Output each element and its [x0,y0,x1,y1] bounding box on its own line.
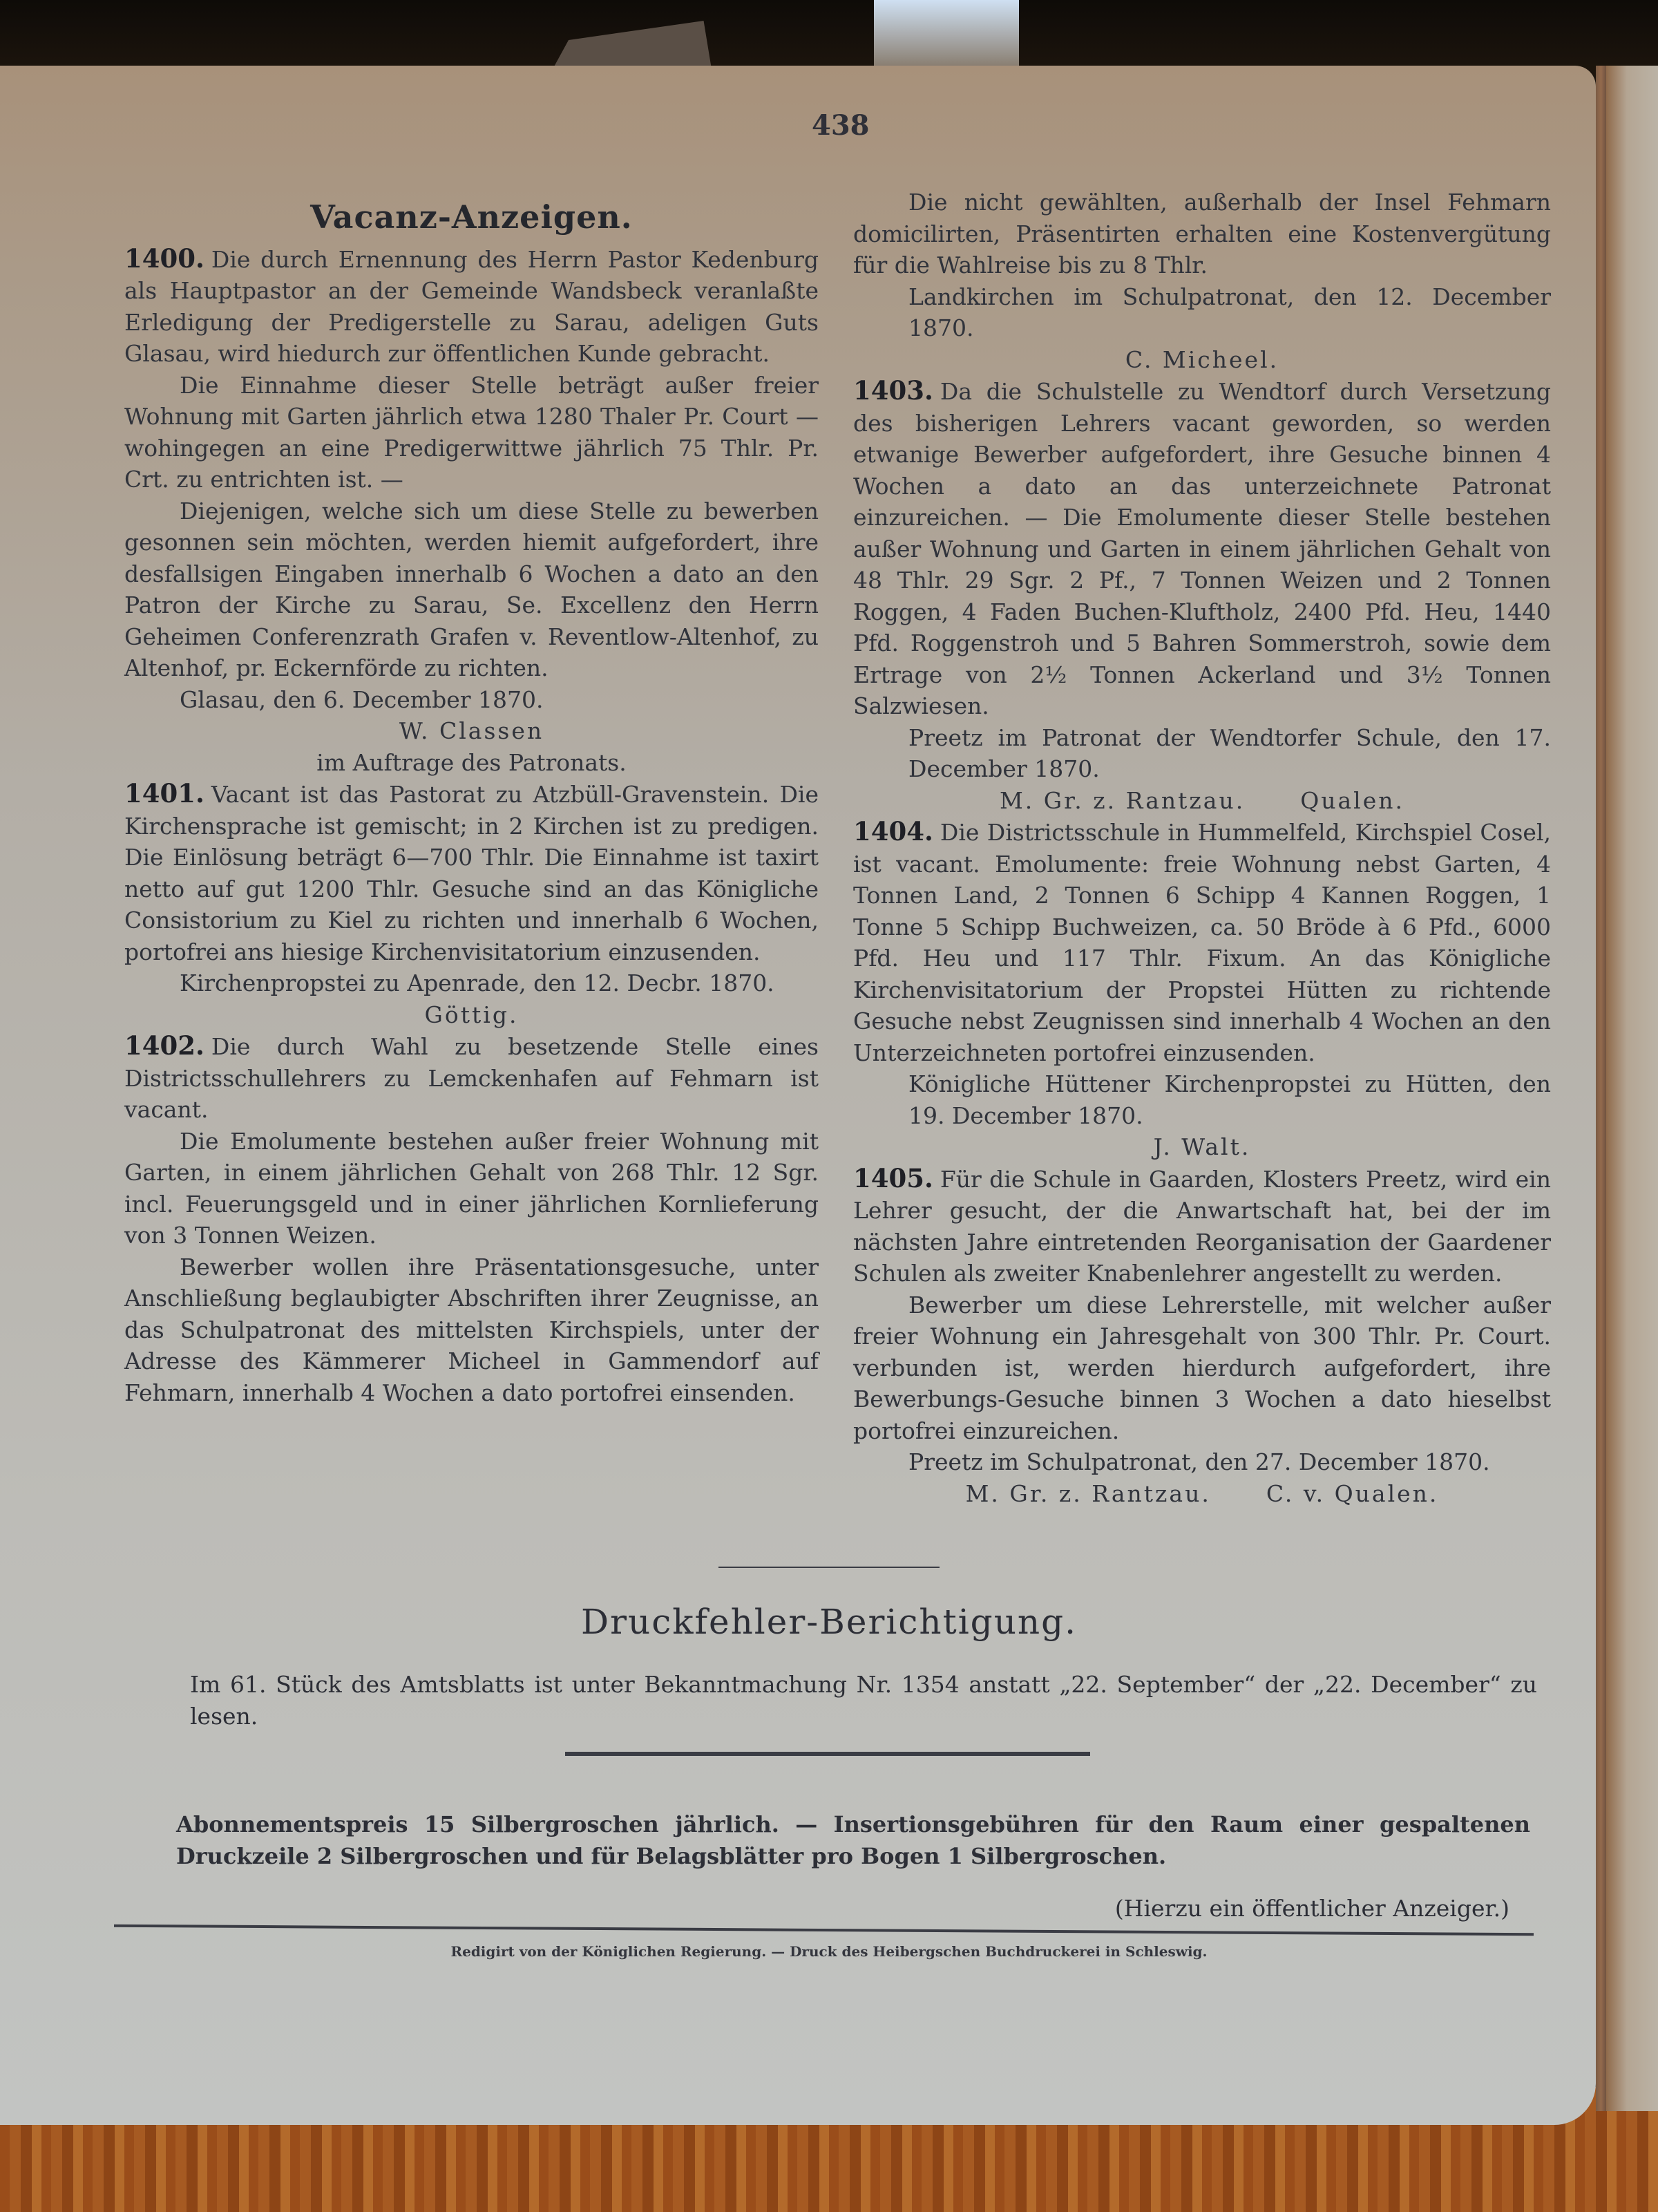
place-date: Preetz im Patronat der Wendtorfer Schule, den 17. December 1870. [908,724,1551,782]
entry-paragraph: 1400. Die durch Ernennung des Herrn Pastor Kedenburg als Hauptpastor an der Gemeinde Wandsbeck veranlaßte Erledigung der Predigerstelle zu Sarau, adeligen Guts Glasau, wird hiedurch zur öffentlichen Kunde gebracht. [124,243,819,367]
signature-note: im Auftrage des Patronats. [316,748,627,776]
vacancy-entry-1401 [124,778,819,1030]
thick-divider [565,1752,1090,1756]
entry-paragraph: 1404. Die Districtsschule in Hummelfeld, Kirchspiel Cosel, ist vacant. Emolumente: freie Wohnung nebst Garten, 4 Tonnen Land, 2 Tonnen 6 Schipp 4 Kannen Roggen, 1 Tonne 5 Schipp Buchweizen, ca. 50 Bröde à 6 Pfd., 6000 Pfd. Heu und 117 Thlr. Fixum. An das Königliche Kirchenvisitatorium der Propstei Hütten zu richtende Gesuche nebst Zeugnissen sind innerhalb 4 Wochen an den Unterzeichneten portofrei einzusenden. [853,816,1551,1066]
left-column [124,198,819,1408]
place-date: Preetz im Schulpatronat, den 27. December 1870. [908,1448,1490,1475]
entry-paragraph: 1403. Da die Schulstelle zu Wendtorf durch Versetzung des bisherigen Lehrers vacant geworden, so werden etwanige Bewerber aufgefordert, ihre Gesuche binnen 4 Wochen a dato an das unterzeichnete Patronat einzureichen. — Die Emolumente dieser Stelle bestehen außer Wohnung und Garten in einem jährlichen Gehalt von 48 Thlr. 29 Sgr. 2 Pf., 7 Tonnen Weizen und 2 Tonnen Roggen, 4 Faden Buchen-Kluftholz, 2400 Pfd. Heu, 1440 Pfd. Roggenstroh und 5 Bahren Sommerstroh, sowie dem Ertrage von 2½ Tonnen Ackerland und 3½ Tonnen Salzwiesen. [853,375,1551,719]
entry-number: 1401. [124,778,204,809]
entry-number: 1403. [853,375,933,406]
signature-row [853,785,1551,817]
entry-paragraph: 1402. Die durch Wahl zu besetzende Stelle eines Districtsschullehrers zu Lemckenhafen auf Fehmarn ist vacant. [124,1030,819,1123]
entry-paragraph: Diejenigen, welche sich um diese Stelle zu bewerben gesonnen sein möchten, werden hiemit aufgefordert, ihre desfallsigen Eingaben innerhalb 6 Wochen a dato an den Patron der Kirche zu Sarau, Se. Excellenz den Herrn Geheimen Conferenzrath Grafen v. Reventlow-Altenhof, zu Altenhof, pr. Eckernförde zu richten. [124,497,819,681]
right-column [853,187,1551,1509]
entry-number: 1404. [853,816,933,847]
book-gutter [1596,66,1606,2111]
entry-paragraph: 1405. Für die Schule in Gaarden, Klosters Preetz, wird ein Lehrer gesucht, der die Anwartschaft hat, bei der im nächsten Jahre eintretenden Reorganisation der Gaardener Schulen als zweiter Knabenlehrer angestellt zu werden. [853,1162,1551,1287]
section-heading-vacancies: Vacanz-Anzeigen. [310,198,633,236]
signature: J. Walt. [1153,1133,1251,1160]
vacancy-entry-1402-continued [853,187,1551,375]
signature: C. Micheel. [1125,346,1279,373]
place-date: Kirchenpropstei zu Apenrade, den 12. Decbr. 1870. [180,970,774,996]
signature: M. Gr. z. Rantzau. [999,786,1246,814]
supplement-note: (Hierzu ein öffentlicher Anzeiger.) [1114,1895,1509,1922]
vacancy-entry-1402 [124,1030,819,1408]
entry-paragraph: 1401. Vacant ist das Pastorat zu Atzbüll-Gravenstein. Die Kirchensprache ist gemischt; in 2 Kirchen ist zu predigen. Die Einlösung beträgt 6—700 Thlr. Die Einnahme ist taxirt netto auf gut 1200 Thlr. Gesuche sind an das Königliche Consistorium zu Kiel zu richten und innerhalb 6 Wochen, portofrei ans hiesige Kirchenvisitatorium einzusenden. [124,778,819,965]
place-date: Königliche Hüttener Kirchenpropstei zu Hütten, den 19. December 1870. [908,1070,1551,1129]
photo-background-top [0,0,1658,76]
place-date: Landkirchen im Schulpatronat, den 12. December 1870. [908,283,1551,341]
vacancy-entry-1405 [853,1163,1551,1510]
place-date: Glasau, den 6. December 1870. [180,686,544,713]
vacancy-entry-1403 [853,375,1551,816]
signature: Göttig. [424,1001,519,1028]
page-number: 438 [812,109,870,142]
signature: C. v. Qualen. [1266,1480,1439,1507]
signature: M. Gr. z. Rantzau. [965,1480,1211,1507]
entry-number: 1405. [853,1162,933,1193]
entry-paragraph: Bewerber um diese Lehrerstelle, mit welcher außer freier Wohnung ein Jahresgehalt von 300 Thlr. Pr. Court. verbunden ist, werden hierdurch aufgefordert, ihre Bewerbungs-Gesuche binnen 3 Wochen a dato hieselbst portofrei einzureichen. [853,1291,1551,1444]
entry-paragraph: Bewerber wollen ihre Präsentationsgesuche, unter Anschließung beglaubigter Abschriften ihrer Zeugnisse, an das Schulpatronat des mittelsten Kirchspiels, unter der Adresse des Kämmerer Micheel in Gammendorf auf Fehmarn, innerhalb 4 Wochen a dato portofrei einsenden. [124,1253,819,1406]
subscription-notice: Abonnementspreis 15 Silbergroschen jährlich. — Insertionsgebühren für den Raum einer gespaltenen Druckzeile 2 Silbergroschen und für Belagsblätter pro Bogen 1 Silbergroschen. [176,1811,1530,1869]
facing-page-edge [1606,66,1658,2111]
entry-paragraph: Die nicht gewählten, außerhalb der Insel Fehmarn domicilirten, Präsentirten erhalten eine Kostenvergütung für die Wahlreise bis zu 8 Thlr. [853,189,1551,278]
entry-number: 1400. [124,243,204,274]
signature: Qualen. [1300,786,1405,814]
vacancy-entry-1404 [853,816,1551,1163]
imprint: Redigirt von der Königlichen Regierung. — Druck des Heibergschen Buchdruckerei in Schleswig. [450,1943,1208,1960]
correction-heading: Druckfehler-Berichtigung. [581,1602,1077,1642]
signature: W. Classen [399,717,544,744]
entry-paragraph: Die Emolumente bestehen außer freier Wohnung mit Garten, in einem jährlichen Gehalt von 268 Thlr. 12 Sgr. incl. Feuerungsgeld und in einer jährlichen Kornlieferung von 3 Tonnen Weizen. [124,1127,819,1249]
short-divider [718,1567,940,1568]
vacancy-entry-1400 [124,243,819,779]
signature-row [853,1478,1551,1510]
window-light-strip [874,0,1019,66]
entry-number: 1402. [124,1030,204,1061]
correction-text: Im 61. Stück des Amtsblatts ist unter Bekanntmachung Nr. 1354 anstatt „22. September“ der „22. December“ zu lesen. [190,1671,1537,1730]
entry-paragraph: Die Einnahme dieser Stelle beträgt außer freier Wohnung mit Garten jährlich etwa 1280 Thaler Pr. Court — wohingegen an eine Predigerwittwe jährlich 75 Thlr. Pr. Crt. zu entrichten ist. — [124,371,819,493]
